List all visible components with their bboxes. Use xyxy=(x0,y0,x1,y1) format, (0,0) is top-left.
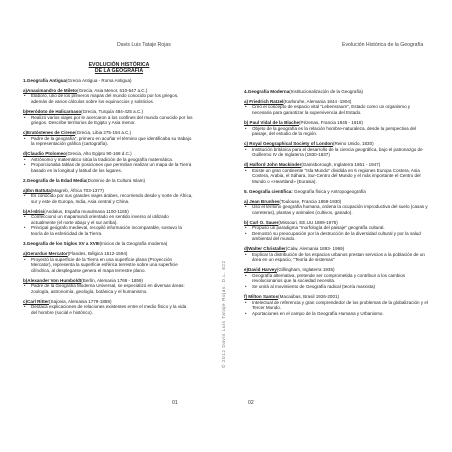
bullet-text: Elaboró, uno de los primeros mapas del mundo conocido por los griegos, además de varios cálculos sobre los equinoccios y solsticios. xyxy=(31,93,179,105)
entry-name: d)Claudio Ptolomeo xyxy=(23,151,66,157)
document-title xyxy=(84,62,154,75)
right-page-content xyxy=(244,89,430,316)
title-line: EVOLUCIÓN HISTÓRICA xyxy=(88,62,150,68)
bullet-item xyxy=(23,193,193,204)
bullet-icon: • xyxy=(245,204,247,210)
bullet-icon: • xyxy=(245,272,247,278)
entry-name: a)Anaximandro de Mileto xyxy=(23,87,78,93)
section-subtitle: (Institucionalización de la Geografía) xyxy=(289,89,364,94)
entry xyxy=(23,151,193,173)
entry-name: d)Walter Christaller xyxy=(244,246,286,252)
entry xyxy=(244,99,430,116)
bullet-text: Geografía alternativa, pretende ser comprometida y contribuir a los cambios revolucionarios que la sociedad necesita. xyxy=(252,272,406,284)
entry xyxy=(244,141,430,158)
section-title: 3.Geografía de los Siglos XV a XVIII xyxy=(23,241,100,247)
entry-detail: (Berlín, Alemania 1769 - 1859) xyxy=(81,277,143,283)
bullet-text: Demostró su preocupación por la destrucción de la diversidad cultural y por la salud ambiental del mundo. xyxy=(252,230,421,242)
entry xyxy=(23,130,193,147)
bullet-icon: • xyxy=(24,93,26,99)
page-number: 02 xyxy=(248,400,254,406)
entry-detail: (Grecia, Alto Egipto 90-168 d.C.) xyxy=(65,151,132,157)
entry xyxy=(244,120,430,137)
section-heading xyxy=(23,241,193,247)
bullet-item xyxy=(244,147,430,158)
section-heading xyxy=(244,189,430,195)
bullet-text: Proporcionaba tablas de posiciones que permitían realizar un mapa de la Tierra basado en la longitud y latitud de los lugares. xyxy=(31,162,192,173)
entry-detail: (Macaúbas, Brasil 1926-2001) xyxy=(278,293,340,299)
entry xyxy=(244,294,430,316)
bullet-text: Proyectó la superficie de la Tierra en una superficie plana (Proyección Mercator), representa la superficie esférica terrestre sobre una superficie cilíndrica, al desplegarse genera el mapa terrestre plano. xyxy=(31,256,178,273)
bullet-item xyxy=(244,126,430,137)
bullet-item xyxy=(244,168,430,185)
entry xyxy=(23,188,193,205)
bullet-icon: • xyxy=(245,167,247,173)
bullet-icon: • xyxy=(24,135,26,141)
entry xyxy=(244,199,430,216)
entry-name: a) Friedrich Ratzel xyxy=(244,98,284,104)
bullet-icon: • xyxy=(245,125,247,131)
bullet-text: Usó el término geografía humana, ordena la ocupación improductiva del suelo (casas y carreteras), plantas y animales (cultivos, ganado). xyxy=(252,204,428,215)
bullet-icon: • xyxy=(245,146,247,152)
bullet-icon: • xyxy=(245,299,247,305)
section-subtitle: Geografía física y Antropogeografía xyxy=(292,188,366,194)
bullet-text: Padre de la geografía", primero en acuñar el término que identificaba su trabajo la representación gráfica (cartografía). xyxy=(31,135,192,147)
title-line: DE LA GEOGRAFÍA xyxy=(94,68,144,75)
bullet-text: Astrónomo y matemático sitúa la tradición de la geografía matemática. xyxy=(31,156,174,162)
bullet-item xyxy=(244,311,430,317)
bullet-text: Creó el concepto de espacio vital "Lebensraum", Estado como un organismo y necesaria para garantizar la supervivencia del Estado. xyxy=(252,104,411,116)
section-subtitle: (Grecia Antigua - Roma Antigua) xyxy=(66,78,132,83)
left-page-content xyxy=(23,78,193,315)
bullet-icon: • xyxy=(24,304,26,310)
bullet-item xyxy=(23,162,193,173)
bullet-text: Destaca explicaciones de relaciones existentes entre el medio físico y la vida del hombre (social e histórico). xyxy=(31,304,187,315)
bullet-text: Intelectual de referencia y gran comprendedor de los problemas de la globalización y el Tercer Mundo. xyxy=(252,299,428,311)
entry xyxy=(244,246,430,263)
section-subtitle: (Dominio de la Cultura Islam) xyxy=(86,177,146,183)
section-heading xyxy=(23,178,193,184)
bullet-icon: • xyxy=(24,214,26,220)
entry-detail: (Andalus, España musulmana 1100-1165) xyxy=(44,208,129,214)
bullet-item xyxy=(23,283,193,294)
entry-name: f) Milton Santos xyxy=(244,293,279,299)
entry-detail: (Pézenas, Francia 1845 - 1918) xyxy=(299,119,363,125)
bullet-item xyxy=(244,204,430,215)
bullet-item xyxy=(23,214,193,225)
bullet-item xyxy=(244,231,430,242)
entry-detail: (Reino Unido, 1830) xyxy=(332,141,374,146)
bullet-item xyxy=(23,115,193,126)
entry-name: d) Halford John Mackinder xyxy=(244,162,302,168)
right-page xyxy=(226,0,452,452)
entry-name: b)Alexander Von Humboldt xyxy=(23,277,82,283)
entry-detail: (Karlsruhe, Alemania 1844 -1904) xyxy=(283,98,352,104)
bullet-item xyxy=(244,284,430,290)
bullet-icon: • xyxy=(24,193,26,199)
entry-detail: (Grecia, Turquía 484-425 a.C.) xyxy=(81,108,144,114)
bullet-icon: • xyxy=(24,225,26,231)
bullet-item xyxy=(244,104,430,115)
entry xyxy=(23,109,193,126)
bullet-text: Propuso un paradigma "morfología del paisaje" geografía cultural. xyxy=(252,225,385,231)
entry-detail: (Sajonia, Alemania 1779-1859) xyxy=(49,298,112,304)
entry-detail: (Magreb, África 703-1377) xyxy=(50,187,104,193)
entry xyxy=(23,278,193,295)
bullet-item xyxy=(23,136,193,147)
entry-detail: (Flandes, Bélgica 1512-1594) xyxy=(67,251,128,257)
section-heading xyxy=(23,78,193,84)
bullet-text: Confeccionó un mapamundi orientado en sentido inverso al utilizado actualmente (el norte abajo y el sur arriba). xyxy=(31,214,169,225)
bullet-icon: • xyxy=(24,283,26,289)
entry-name: c) Royal Geographical Society of London xyxy=(244,141,333,146)
bullet-icon: • xyxy=(245,310,247,316)
section-heading xyxy=(244,89,430,95)
bullet-icon: • xyxy=(24,156,26,162)
bullet-item xyxy=(244,273,430,284)
entry-detail: (Gillingham, Inglaterra 1935) xyxy=(276,267,335,273)
copyright-notice: © 2012 Davis Luis Tataje Rojas. D.L. 822 xyxy=(221,260,226,368)
entry xyxy=(23,209,193,237)
bullet-item xyxy=(244,252,430,263)
page-header-author: Davis Luis Tataje Rojas xyxy=(117,42,171,48)
entry xyxy=(244,162,430,184)
section-subtitle: (Inicios de la Geografía moderna) xyxy=(99,241,168,247)
entry-name: b)Al-Idrisi xyxy=(23,208,45,214)
bullet-item xyxy=(23,304,193,315)
bullet-item xyxy=(244,300,430,311)
bullet-icon: • xyxy=(245,225,247,231)
bullet-icon: • xyxy=(245,251,247,257)
entry-name: b)Heródoto de Halicarnaso xyxy=(23,108,82,114)
entry-detail: (Grecia, Asia Menor, 610-547 a.C.) xyxy=(77,87,148,93)
bullet-icon: • xyxy=(245,230,247,236)
bullet-text: Realizó varios viajes por le acercaron a los confines del mundo conocido por los griegos. Describe territorios de Egipto y Asia menor. xyxy=(31,114,193,126)
bullet-icon: • xyxy=(24,256,26,262)
bullet-icon: • xyxy=(245,284,247,290)
bullet-icon: • xyxy=(24,162,26,168)
entry-name: a)Ibn Battuta xyxy=(23,187,51,193)
bullet-text: Es conocido por sus grandes viajes árabes, recorriendo desde y norte de África, sur y este de Europa, India, Asia central y China. xyxy=(31,193,193,204)
bullet-text: Aportaciones en el campo de la Geografía Humana y Urbanismo. xyxy=(252,310,384,316)
bullet-text: Objeto de la geografía es la relación hombre-naturaleza, desde la perspectiva del paisaje, del estudio de la región. xyxy=(252,125,417,137)
entry xyxy=(244,267,430,289)
bullet-text: Institución británica para el desarrollo de la ciencia geográfica, bajo el patronazgo de Guillermo IV de Inglaterra (1830-1837) xyxy=(252,146,423,158)
bullet-text: Existe un gran continente "Isla Mundo" dividida en 6 regiones Europa Costera, Asia Costera, Arabia, el Sáhara, Sur-Centro del Mundo y el más importante el Centro del Mundo o «Heartland» (Eurasia). xyxy=(252,167,421,184)
section-title: 4.Geografía Moderna xyxy=(244,89,290,94)
bullet-item xyxy=(23,257,193,274)
bullet-item xyxy=(23,225,193,236)
entry-detail: (Gainsborough, Inglaterra 1861 - 1947) xyxy=(301,162,381,168)
entry-detail: (Grecia, Libia 275-194 a.C.) xyxy=(75,130,132,135)
page-number: 01 xyxy=(172,400,178,406)
entry-detail: (Calw, Alemania 1893- 1969) xyxy=(285,246,345,252)
entry xyxy=(23,299,193,316)
entry-name: b) Paul Vidal de la Blache xyxy=(244,119,300,125)
section-title: 1.Geografía Antigua xyxy=(23,78,67,83)
entry-name: e)David Harvey xyxy=(244,267,277,273)
entry xyxy=(244,220,430,242)
bullet-text: Explicar la distribución de los espacios urbanos prestan servicios a la población de un área en un espacio, "Teoría de sistemas" xyxy=(252,251,425,263)
section-title: 5. Geografía científica: xyxy=(244,188,293,194)
entry-detail: (Toulouse, Francia 1869-1930) xyxy=(279,198,342,204)
bullet-item xyxy=(23,93,193,104)
entry xyxy=(23,88,193,105)
page-header-title: Evolución Histórica de la Geografía xyxy=(342,42,424,48)
bullet-icon: • xyxy=(245,104,247,110)
entry-name: c)Carl Ritter xyxy=(23,298,50,304)
bullet-text: Padre de la Geografía Moderna Universal, se especializó en diversas áreas: zoología, astronomía, geología, botánica y el humanismo. xyxy=(31,283,185,294)
bullet-text: Principal geógrafo medieval, recopiló información incomparable, sostuvo la teoría de la esfericidad de la Tierra. xyxy=(31,225,182,236)
bullet-icon: • xyxy=(24,114,26,120)
entry-name: a)Gerardus Mercator xyxy=(23,251,68,257)
entry-name: c)Eratóstenes de Cirene xyxy=(23,130,76,135)
entry-name: a) Jean Brunhes xyxy=(244,198,280,204)
entry-detail: (Missouri, EE.UU 1889-1975) xyxy=(278,219,338,225)
entry-name: b) Carl O. Sauer xyxy=(244,219,279,225)
bullet-text: Se unirá al movimiento de Geografía radical (teoría marxista) xyxy=(252,284,376,290)
entry xyxy=(23,251,193,273)
section-title: 2.Geografía de la Edad Media xyxy=(23,177,87,183)
